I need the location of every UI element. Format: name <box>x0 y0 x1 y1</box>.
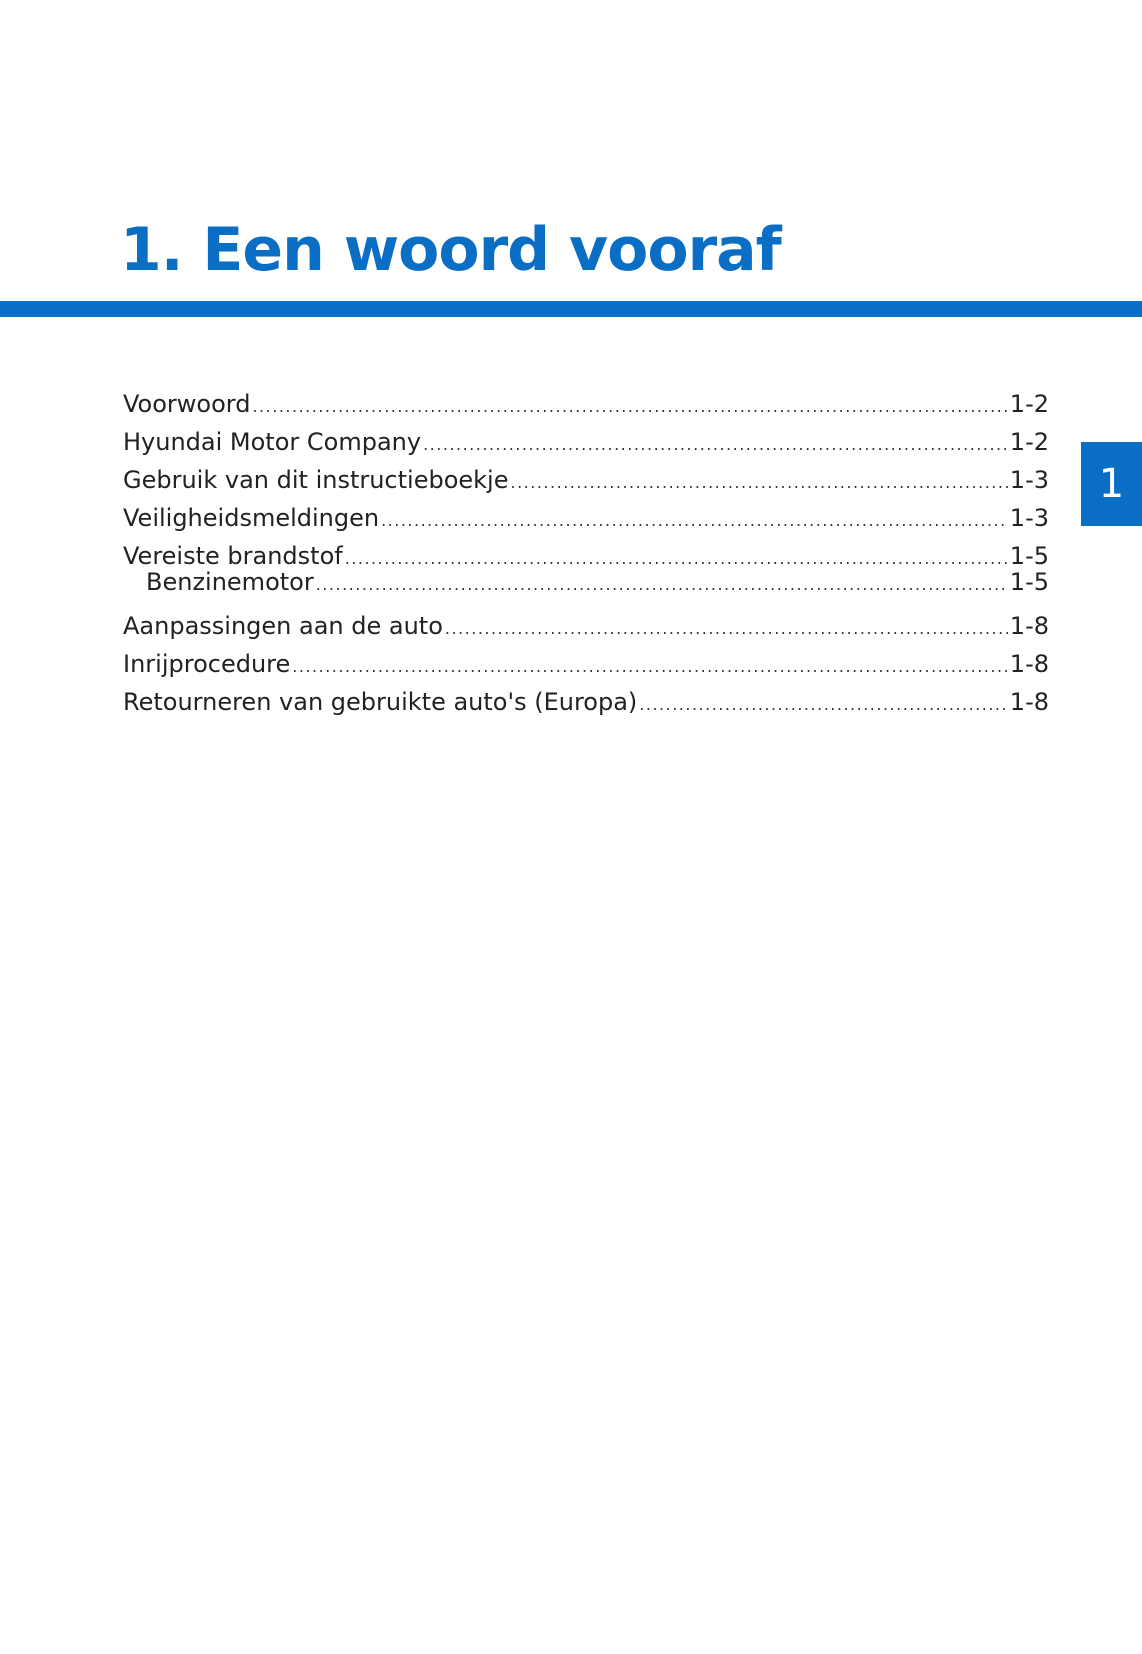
toc-entry-label: Hyundai Motor Company <box>123 428 422 456</box>
toc-entry-label: Vereiste brandstof <box>123 542 343 570</box>
toc-entry-gebruik-instructieboekje[interactable] <box>123 461 1049 499</box>
toc-entry-label: Benzinemotor <box>146 568 314 596</box>
toc-entry-aanpassingen[interactable] <box>123 607 1049 645</box>
toc-entry-page: 1-8 <box>1009 650 1049 678</box>
toc-entry-page: 1-8 <box>1009 688 1049 716</box>
toc-entry-hyundai-motor-company[interactable] <box>123 423 1049 461</box>
toc-entry-page: 1-3 <box>1009 466 1049 494</box>
toc-entry-label: Veiligheidsmeldingen <box>123 504 380 532</box>
toc-entry-inrijprocedure[interactable] <box>123 645 1049 683</box>
toc-entry-label: Voorwoord <box>123 390 251 418</box>
toc-entry-page: 1-3 <box>1009 504 1049 532</box>
toc-entry-label: Gebruik van dit instructieboekje <box>123 466 509 494</box>
title-rule <box>0 301 1142 317</box>
toc-entry-page: 1-5 <box>1009 542 1049 570</box>
toc-dot-leader <box>639 686 1008 724</box>
toc-entry-page: 1-2 <box>1009 390 1049 418</box>
toc-entry-benzinemotor[interactable] <box>123 567 1049 597</box>
chapter-tab[interactable]: 1 <box>1081 442 1142 526</box>
toc-entry-label: Aanpassingen aan de auto <box>123 612 443 640</box>
toc-entry-page: 1-5 <box>1009 568 1049 596</box>
toc-entry-voorwoord[interactable] <box>123 385 1049 423</box>
toc-entry-retourneren[interactable] <box>123 683 1049 721</box>
toc-entry-page: 1-2 <box>1009 428 1049 456</box>
chapter-title: 1. Een woord vooraf <box>120 215 781 285</box>
toc-entry-label: Inrijprocedure <box>123 650 291 678</box>
toc-dot-leader <box>316 570 1008 600</box>
table-of-contents <box>123 385 1049 721</box>
toc-dot-leader <box>292 648 1008 686</box>
toc-dot-leader <box>252 388 1007 426</box>
toc-entry-label: Retourneren van gebruikte auto's (Europa) <box>123 688 638 716</box>
toc-dot-leader <box>381 502 1008 540</box>
toc-entry-veiligheidsmeldingen[interactable] <box>123 499 1049 537</box>
toc-dot-leader <box>423 426 1008 464</box>
toc-dot-leader <box>445 610 1008 648</box>
toc-entry-page: 1-8 <box>1009 612 1049 640</box>
toc-dot-leader <box>511 464 1008 502</box>
